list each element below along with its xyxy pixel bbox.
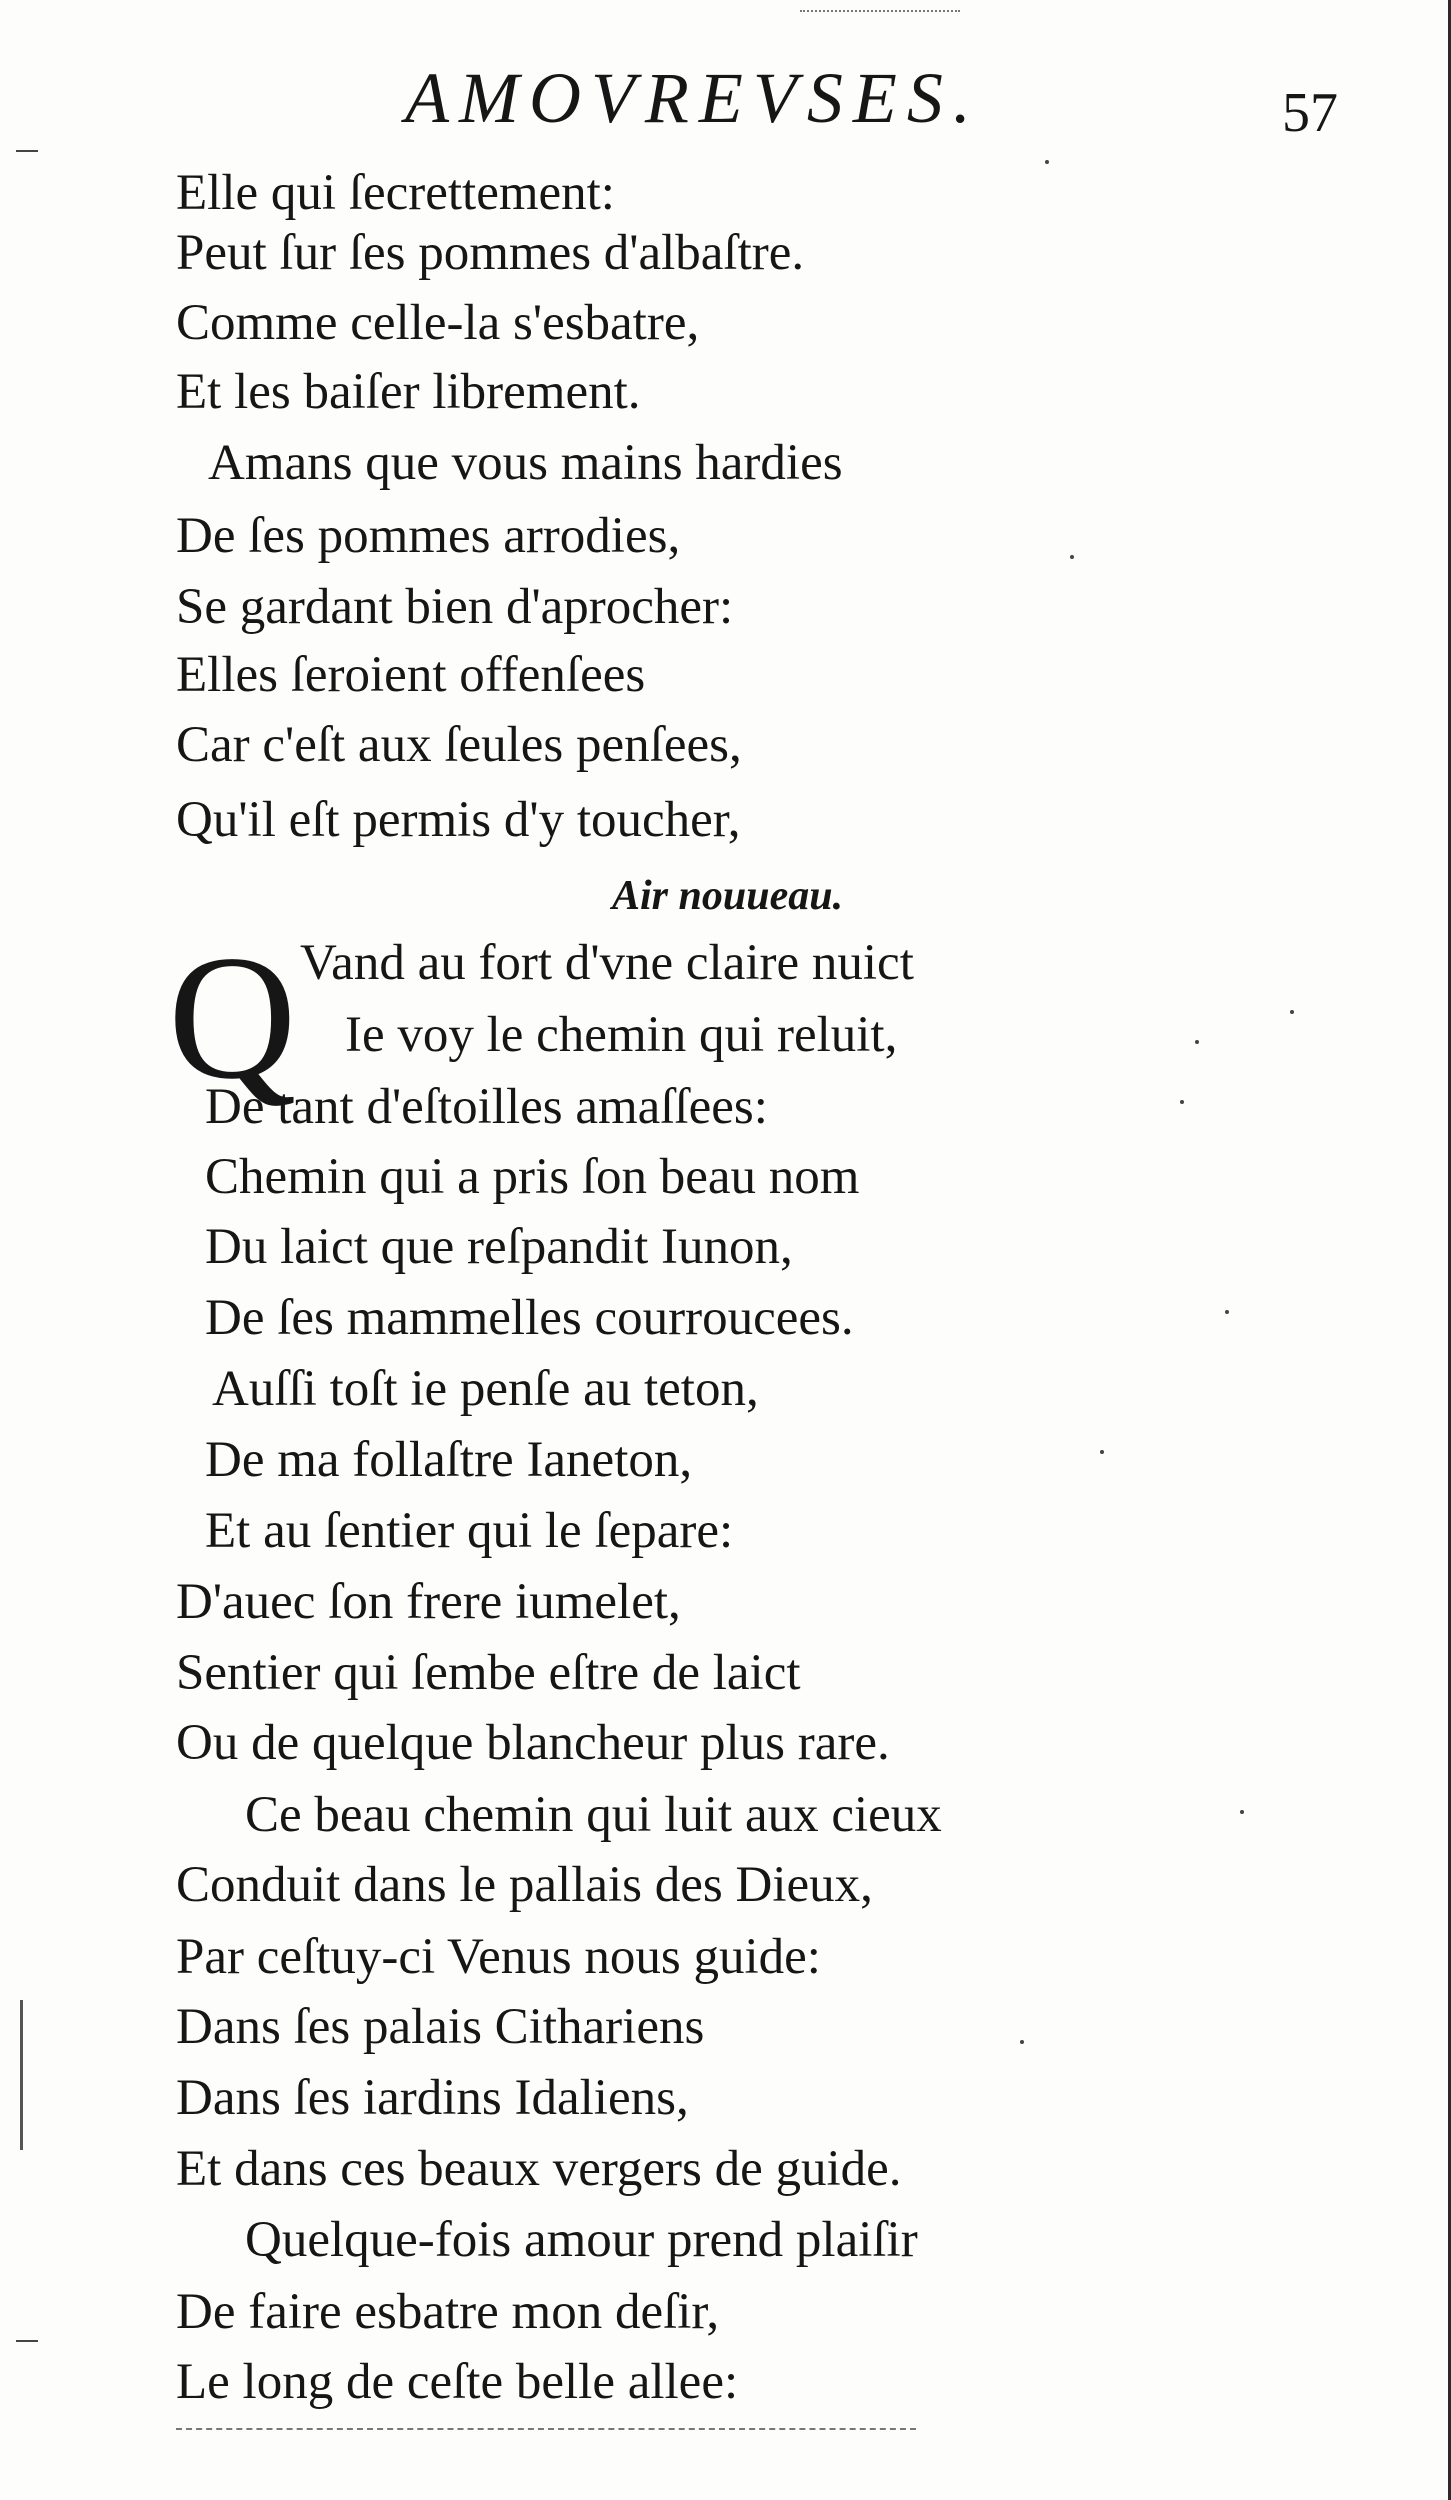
- ink-speck: [1045, 160, 1049, 164]
- verse-line: Peut ſur ſes pommes d'albaſtre.: [176, 225, 805, 281]
- verse-line: Et au ſentier qui le ſepare:: [205, 1503, 734, 1559]
- bottom-rule: [176, 2428, 916, 2430]
- ink-speck: [1195, 1040, 1199, 1044]
- verse-line: Se gardant bien d'aprocher:: [176, 579, 734, 635]
- verse-line: D'auec ſon frere iumelet,: [176, 1574, 681, 1630]
- drop-cap: Q: [168, 918, 297, 1116]
- verse-line: Vand au fort d'vne claire nuict: [300, 935, 914, 991]
- verse-line: Auſſi toſt ie penſe au teton,: [212, 1361, 759, 1417]
- verse-line: De ſes pommes arrodies,: [176, 508, 681, 564]
- top-edge-fragment: [800, 0, 960, 12]
- verse-line: Le long de ceſte belle allee:: [176, 2354, 739, 2410]
- verse-line: Et les baiſer librement.: [176, 364, 641, 420]
- verse-line: Par ceſtuy-ci Venus nous guide:: [176, 1929, 821, 1985]
- verse-line: Chemin qui a pris ſon beau nom: [205, 1149, 860, 1205]
- ink-speck: [1070, 555, 1074, 559]
- verse-line: Qu'il eſt permis d'y toucher,: [176, 792, 741, 848]
- verse-line: Ie voy le chemin qui reluit,: [345, 1007, 898, 1063]
- verse-line: Elles ſeroient offenſees: [176, 647, 646, 703]
- verse-line: Conduit dans le pallais des Dieux,: [176, 1857, 873, 1913]
- ink-speck: [1020, 2040, 1024, 2044]
- margin-rule: [20, 2000, 23, 2150]
- verse-line: Amans que vous mains hardies: [208, 435, 843, 491]
- verse-line: De ma follaſtre Ianeton,: [205, 1432, 693, 1488]
- margin-mark: [16, 150, 38, 152]
- verse-line: Car c'eſt aux ſeules penſees,: [176, 717, 742, 773]
- ink-speck: [1240, 1810, 1244, 1814]
- verse-line: Dans ſes iardins Idaliens,: [176, 2070, 689, 2126]
- verse-line: Sentier qui ſembe eſtre de laict: [176, 1645, 801, 1701]
- ink-speck: [1180, 1100, 1184, 1104]
- verse-line: Du laict que reſpandit Iunon,: [205, 1219, 793, 1275]
- verse-line: De ſes mammelles courroucees.: [205, 1290, 854, 1346]
- verse-line: Ce beau chemin qui luit aux cieux: [245, 1787, 942, 1843]
- verse-line: De faire esbatre mon deſir,: [176, 2284, 720, 2340]
- verse-line: Dans ſes palais Cithariens: [176, 1999, 705, 2055]
- ink-speck: [1100, 1450, 1104, 1454]
- verse-line: Elle qui ſecrettement:: [176, 165, 615, 221]
- song-title: Air nouueau.: [612, 873, 844, 919]
- verse-line: De tant d'eſtoilles amaſſees:: [205, 1079, 768, 1135]
- page-number: 57: [1282, 82, 1338, 144]
- verse-line: Et dans ces beaux vergers de guide.: [176, 2141, 902, 2197]
- verse-line: Ou de quelque blancheur plus rare.: [176, 1715, 890, 1771]
- ink-speck: [1290, 1010, 1294, 1014]
- running-head: AMOVREVSES.: [405, 58, 981, 138]
- verse-line: Quelque-fois amour prend plaiſir: [245, 2212, 918, 2268]
- ink-speck: [1225, 1310, 1229, 1314]
- margin-mark: [16, 2340, 38, 2342]
- verse-line: Comme celle-la s'esbatre,: [176, 295, 700, 351]
